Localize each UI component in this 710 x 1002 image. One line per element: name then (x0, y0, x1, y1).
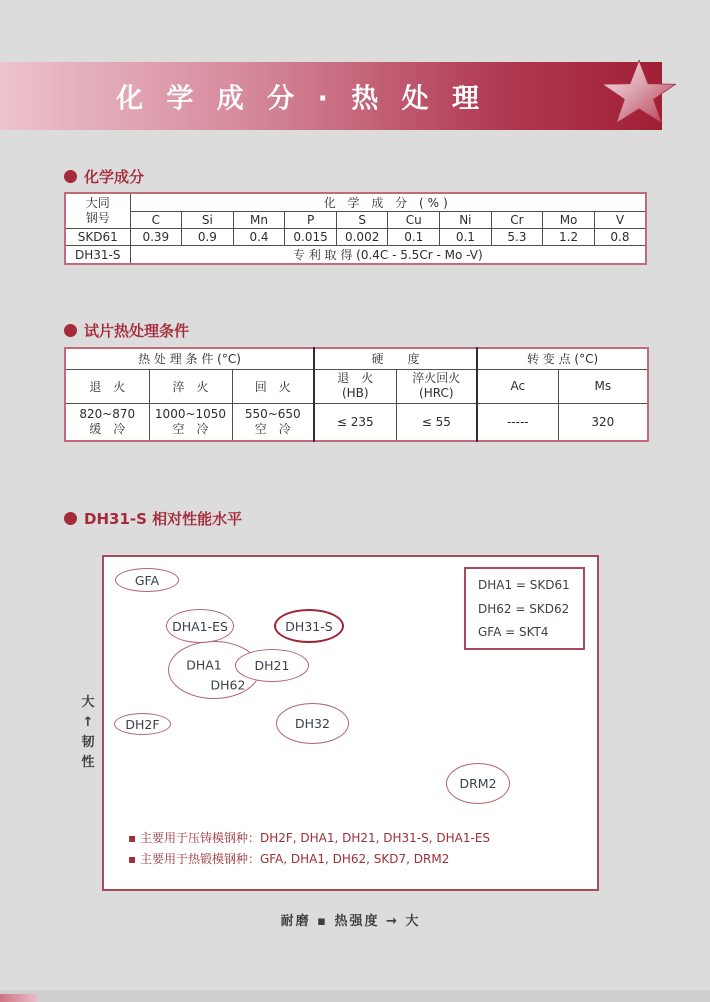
ellipse-dh32: DH32 (276, 703, 349, 744)
element-header: Cu (388, 212, 440, 229)
legend-line: DHA1 = SKD61 (478, 578, 570, 593)
group-header-hardness: 硬 度 (314, 348, 477, 369)
y-axis-label-toughness (79, 693, 97, 773)
data-row (65, 403, 648, 441)
element-header-row (65, 212, 646, 229)
y-axis-char: 性 (81, 755, 95, 770)
sub-header-qt-hrc: 淬火回火 (HRC) (396, 369, 477, 403)
group-header-row (65, 348, 648, 369)
value-cell: 0.1 (388, 229, 440, 246)
chem-group-header: 化 学 成 分 (%) (130, 193, 646, 212)
y-axis-char: 韧 (81, 735, 95, 750)
section-heading-performance-text: DH31-S 相对性能水平 (84, 510, 243, 528)
bullet-circle-icon (64, 324, 77, 337)
element-header: S (336, 212, 388, 229)
ellipse-dha1-es: DHA1-ES (166, 609, 234, 643)
element-header: Cr (491, 212, 543, 229)
table-row-skd61 (65, 229, 646, 246)
sub-header-ac: Ac (477, 369, 558, 403)
grade-cell: SKD61 (65, 229, 130, 246)
sub-header-anneal: 退 火 (65, 369, 149, 403)
x-axis-label-wear-hot-strength: 耐磨 ▪ 热强度 → 大 (280, 914, 421, 929)
usage-notes (128, 828, 490, 870)
grade-equivalence-legend (464, 567, 585, 650)
anneal-value-cell: 820~870 缓 冷 (65, 403, 149, 441)
ellipse-dh2f: DH2F (114, 713, 171, 735)
group-header-condition: 热 处 理 条 件 (°C) (65, 348, 314, 369)
table-row-dh31s (65, 246, 646, 265)
note-die-casting: ▪ 主要用于压铸模钢种：DH2F, DHA1, DH21, DH31-S, DHA1-ES (128, 831, 491, 845)
ellipse-gfa: GFA (115, 568, 179, 592)
temper-value-cell: 550~650 空 冷 (232, 403, 314, 441)
quench-value-cell: 1000~1050 空 冷 (149, 403, 232, 441)
element-header: C (130, 212, 182, 229)
element-header: V (594, 212, 646, 229)
legend-line: DH62 = SKD62 (478, 601, 570, 616)
hrc-value-cell: ≤ 55 (396, 403, 477, 441)
element-header: Ni (440, 212, 492, 229)
footer-red-sliver (0, 994, 38, 1002)
value-cell: 5.3 (491, 229, 543, 246)
y-axis-char: 大 (81, 695, 95, 710)
ms-value-cell: 320 (558, 403, 648, 441)
ellipse-dh21: DH21 (235, 649, 309, 682)
sub-header-quench: 淬 火 (149, 369, 232, 403)
footer-band (0, 990, 710, 1002)
element-header: Si (182, 212, 234, 229)
chemical-composition-table (64, 192, 647, 265)
section-heading-heat (64, 320, 189, 341)
legend-line: GFA = SKT4 (478, 624, 549, 639)
value-cell: 1.2 (543, 229, 595, 246)
value-cell: 0.015 (285, 229, 337, 246)
section-heading-chem (64, 166, 144, 187)
value-cell: 0.8 (594, 229, 646, 246)
section-heading-performance (64, 508, 242, 529)
value-cell: 0.002 (336, 229, 388, 246)
note-hot-forging: ▪ 主要用于热锻模钢种：GFA, DHA1, DH62, SKD7, DRM2 (128, 852, 450, 866)
performance-map (102, 555, 599, 891)
patent-note-cell: 专 利 取 得 (0.4C - 5.5Cr - Mo -V) (130, 246, 646, 265)
sub-header-ms: Ms (558, 369, 648, 403)
up-arrow-icon: ↑ (82, 715, 94, 730)
element-header: P (285, 212, 337, 229)
grade-cell: DH31-S (65, 246, 130, 265)
ellipse-label-dha1: DHA1 (186, 657, 222, 673)
page-title: 化 学 成 分 · 热 处 理 (115, 83, 487, 115)
section-heading-heat-text: 试片热处理条件 (84, 322, 190, 340)
ac-value-cell: ----- (477, 403, 558, 441)
hb-value-cell: ≤ 235 (314, 403, 396, 441)
value-cell: 0.1 (440, 229, 492, 246)
sub-header-row (65, 369, 648, 403)
heat-treatment-table (64, 347, 649, 442)
header-banner (0, 62, 662, 130)
ellipse-drm2: DRM2 (446, 763, 510, 804)
bullet-circle-icon (64, 170, 77, 183)
star-icon (598, 58, 680, 132)
ellipse-label-dh62: DH62 (210, 677, 246, 693)
table-corner-grade-header: 大同 钢号 (65, 193, 130, 229)
ellipse-dh31s: DH31-S (274, 609, 344, 643)
sub-header-temper: 回 火 (232, 369, 314, 403)
bullet-circle-icon (64, 512, 77, 525)
section-heading-chem-text: 化学成分 (84, 168, 145, 186)
value-cell: 0.39 (130, 229, 182, 246)
value-cell: 0.9 (182, 229, 234, 246)
value-cell: 0.4 (233, 229, 285, 246)
sub-header-anneal-hb: 退 火 (HB) (314, 369, 396, 403)
element-header: Mn (233, 212, 285, 229)
group-header-transform: 转 变 点 (°C) (477, 348, 648, 369)
element-header: Mo (543, 212, 595, 229)
